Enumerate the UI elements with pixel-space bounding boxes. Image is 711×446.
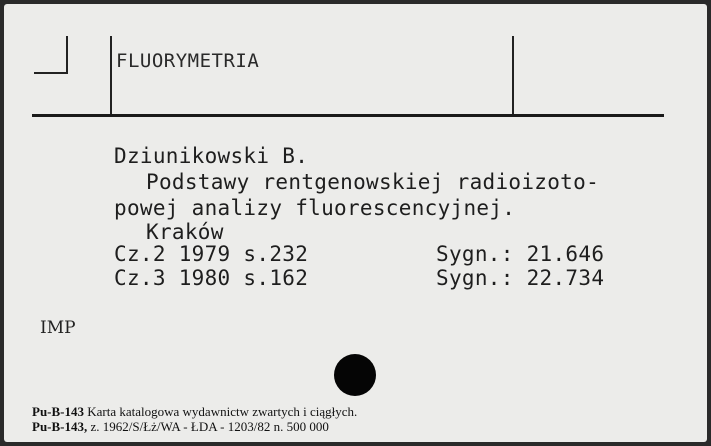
footer-line-2 xyxy=(32,419,329,435)
publication-place: Kraków xyxy=(146,220,224,244)
title-line-2: powej analizy fluorescencyjnej. xyxy=(114,196,516,220)
footer-form-code: Pu-B-143 xyxy=(32,404,84,419)
holding-signature-1: Sygn.: 21.646 xyxy=(436,242,605,266)
punch-hole xyxy=(334,354,376,396)
header-corner-mark-base xyxy=(34,72,68,74)
title-line-1: Podstawy rentgenowskiej radioizoto- xyxy=(146,170,600,194)
footer-print-info: z. 1962/S/Łż/WA - ŁDA - 1203/82 n. 500 000 xyxy=(90,419,329,434)
holding-signature-2: Sygn.: 22.734 xyxy=(436,266,605,290)
catalog-card xyxy=(4,4,707,442)
holding-part-1: Cz.2 1979 s.232 xyxy=(114,242,309,266)
footer-form-code-2: Pu-B-143, xyxy=(32,419,88,434)
footer-line-1 xyxy=(32,404,357,420)
stamp-label: IMP xyxy=(40,318,76,338)
header-bottom-rule xyxy=(32,114,664,117)
header-corner-mark xyxy=(66,36,68,74)
author: Dziunikowski B. xyxy=(114,144,309,168)
holding-part-2: Cz.3 1980 s.162 xyxy=(114,266,309,290)
footer-form-description: Karta katalogowa wydawnictw zwartych i ciągłych. xyxy=(87,404,358,419)
header-left-rule xyxy=(110,36,112,116)
header-right-rule xyxy=(512,36,514,116)
subject-heading: FLUORYMETRIA xyxy=(116,50,260,72)
